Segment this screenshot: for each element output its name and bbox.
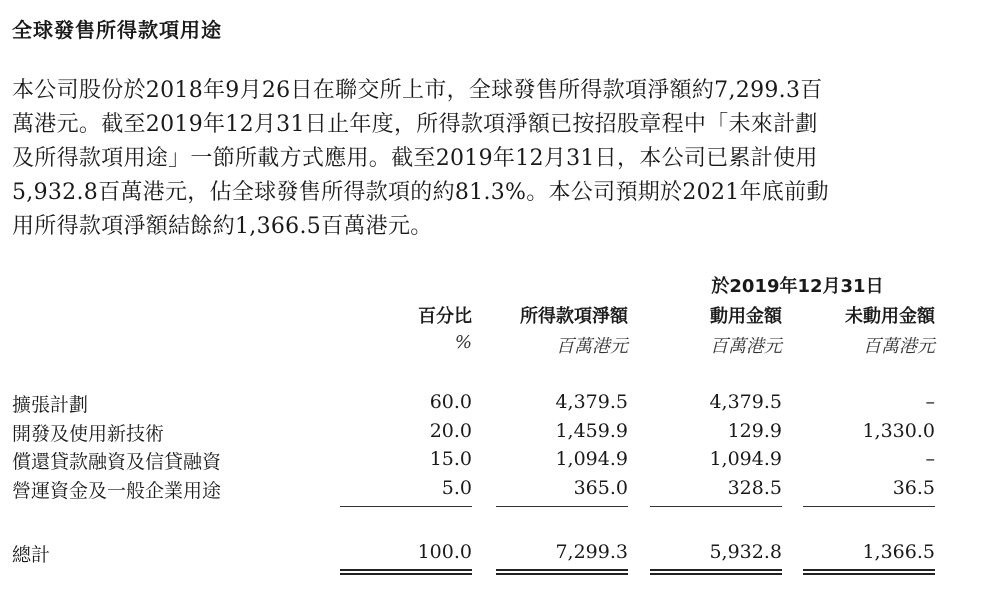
subtotal-rule [496,506,628,507]
row-label-total: 總計 [12,544,51,566]
body-paragraph [12,74,942,244]
col-header-percentage: 百分比 [418,306,472,327]
table-cell: 1,094.9 [709,448,782,470]
col-unit-percentage: % [454,332,472,353]
row-label-loan-repayment: 償還貸款融資及信貸融資 [12,451,222,473]
table-cell: 4,379.5 [555,391,628,413]
total-cell: 1,366.5 [862,541,935,563]
col-header-utilized: 動用金額 [710,306,782,327]
col-header-net-proceeds: 所得款項淨額 [520,306,628,327]
total-cell: 5,932.8 [709,541,782,563]
table-cell: 1,094.9 [555,448,628,470]
section-title: 全球發售所得款項用途 [12,18,222,42]
total-cell: 7,299.3 [555,541,628,563]
table-cell: 20.0 [429,420,472,442]
table-cell: 328.5 [727,477,782,499]
row-label-new-technology: 開發及使用新技術 [12,423,165,445]
total-cell: 100.0 [417,541,472,563]
row-label-expansion-plan: 擴張計劃 [12,394,89,416]
table-cell: 365.0 [573,477,628,499]
col-header-unutilized: 未動用金額 [845,306,935,327]
row-label-working-capital: 營運資金及一般企業用途 [12,480,222,502]
table-cell: 36.5 [892,477,935,499]
table-cell: – [925,391,935,413]
table-cell: 15.0 [429,448,472,470]
table-cell: 5.0 [441,477,472,499]
col-unit-unutilized: 百萬港元 [863,336,935,357]
col-unit-net-proceeds: 百萬港元 [556,336,628,357]
subtotal-rule [340,506,472,507]
table-cell: 129.9 [727,420,782,442]
total-double-rule [496,569,628,575]
table-cell: 1,330.0 [862,420,935,442]
paragraph-line: 及所得款項用途」一節所載方式應用。截至2019年12月31日，本公司已累計使用 [12,146,818,171]
col-unit-utilized: 百萬港元 [710,336,782,357]
paragraph-line: 萬港元。截至2019年12月31日止年度，所得款項淨額已按招股章程中「未來計劃 [12,112,818,137]
subtotal-rule [803,506,935,507]
table-cell: 4,379.5 [709,391,782,413]
paragraph-line: 用所得款項淨額結餘約1,366.5百萬港元。 [12,214,433,239]
total-double-rule [803,569,935,575]
date-header: 於2019年12月31日 [711,276,884,297]
total-double-rule [340,569,472,575]
table-cell: – [925,448,935,470]
subtotal-rule [650,506,782,507]
paragraph-line: 本公司股份於2018年9月26日在聯交所上市，全球發售所得款項淨額約7,299.3百 [12,78,823,103]
paragraph-line: 5,932.8百萬港元，佔全球發售所得款項的約81.3%。本公司預期於2021年底前動 [12,180,829,205]
table-cell: 60.0 [429,391,472,413]
table-cell: 1,459.9 [555,420,628,442]
total-double-rule [650,569,782,575]
